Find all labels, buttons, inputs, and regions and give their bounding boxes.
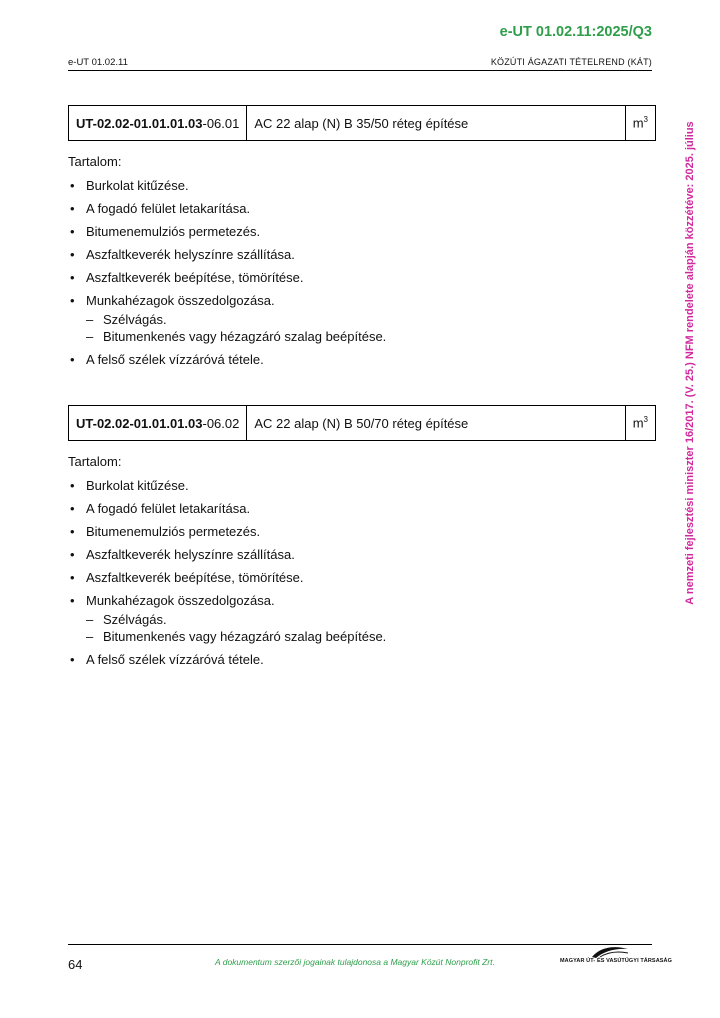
sub-list-item: – Bitumenkenés vagy hézagzáró szalag beépítése. xyxy=(86,329,387,344)
side-note-text: A nemzeti fejlesztési miniszter 16/2017. (V. 25.) NFM rendelete alapján közzétéve: 2025. július xyxy=(684,121,696,605)
page-number: 64 xyxy=(68,957,83,972)
item-table xyxy=(68,105,656,141)
list-item: • Munkahézagok összedolgozása. – Szélvágás. – Bitumenkenés vagy hézagzáró szalag beépítése. xyxy=(68,293,658,345)
item-content xyxy=(68,154,658,375)
side-publication-note xyxy=(682,98,700,628)
content-title: Tartalom: xyxy=(68,154,122,169)
sub-list xyxy=(86,311,658,345)
sub-list xyxy=(86,611,658,645)
header-left-code: e-UT 01.02.11 xyxy=(68,57,128,68)
list-item: • A felső szélek vízzáróvá tétele. xyxy=(70,352,264,367)
document-code: e-UT 01.02.11:2025/Q3 xyxy=(499,24,652,40)
header-right-title: KÖZÚTI ÁGAZATI TÉTELREND (KÁT) xyxy=(490,57,652,67)
logo-swoosh-icon xyxy=(590,945,630,959)
item-content xyxy=(68,454,658,675)
sub-list-item: – Szélvágás. xyxy=(86,312,167,327)
sub-list-item: – Bitumenkenés vagy hézagzáró szalag beépítése. xyxy=(86,629,387,644)
sub-list-item: – Szélvágás. xyxy=(86,612,167,627)
list-item: • Burkolat kitűzése. xyxy=(70,478,189,493)
list-item: • A felső szélek vízzáróvá tétele. xyxy=(70,652,264,667)
item-name: AC 22 alap (N) B 35/50 réteg építése xyxy=(247,106,625,141)
content-list xyxy=(68,478,658,668)
copyright-notice: A dokumentum szerzői jogainak tulajdonosa a Magyar Közút Nonprofit Zrt. xyxy=(215,957,495,967)
item-name: AC 22 alap (N) B 50/70 réteg építése xyxy=(247,406,625,441)
item-code: UT-02.02-01.01.01.03-06.01 xyxy=(69,106,247,141)
logo-text: MAGYAR ÚT- ÉS VASÚTÜGYI TÁRSASÁG xyxy=(560,958,672,964)
item-code: UT-02.02-01.01.01.03-06.02 xyxy=(69,406,247,441)
list-item: • Aszfaltkeverék beépítése, tömörítése. xyxy=(70,570,304,585)
list-item: • A fogadó felület letakarítása. xyxy=(70,501,251,516)
list-item: • Burkolat kitűzése. xyxy=(70,178,189,193)
item-table xyxy=(68,405,656,441)
content-list xyxy=(68,178,658,368)
list-item: • Aszfaltkeverék helyszínre szállítása. xyxy=(70,547,295,562)
list-item: • Bitumenemulziós permetezés. xyxy=(70,524,261,539)
list-item: • A fogadó felület letakarítása. xyxy=(70,201,251,216)
organization-logo xyxy=(560,944,672,972)
list-item: • Munkahézagok összedolgozása. – Szélvágás. – Bitumenkenés vagy hézagzáró szalag beépítése. xyxy=(68,593,658,645)
list-item: • Bitumenemulziós permetezés. xyxy=(70,224,261,239)
content-title: Tartalom: xyxy=(68,454,122,469)
item-unit: $m^3$ xyxy=(625,106,655,141)
header-divider xyxy=(68,70,652,71)
item-unit: $m^3$ xyxy=(625,406,655,441)
list-item: • Aszfaltkeverék helyszínre szállítása. xyxy=(70,247,295,262)
list-item: • Aszfaltkeverék beépítése, tömörítése. xyxy=(70,270,304,285)
